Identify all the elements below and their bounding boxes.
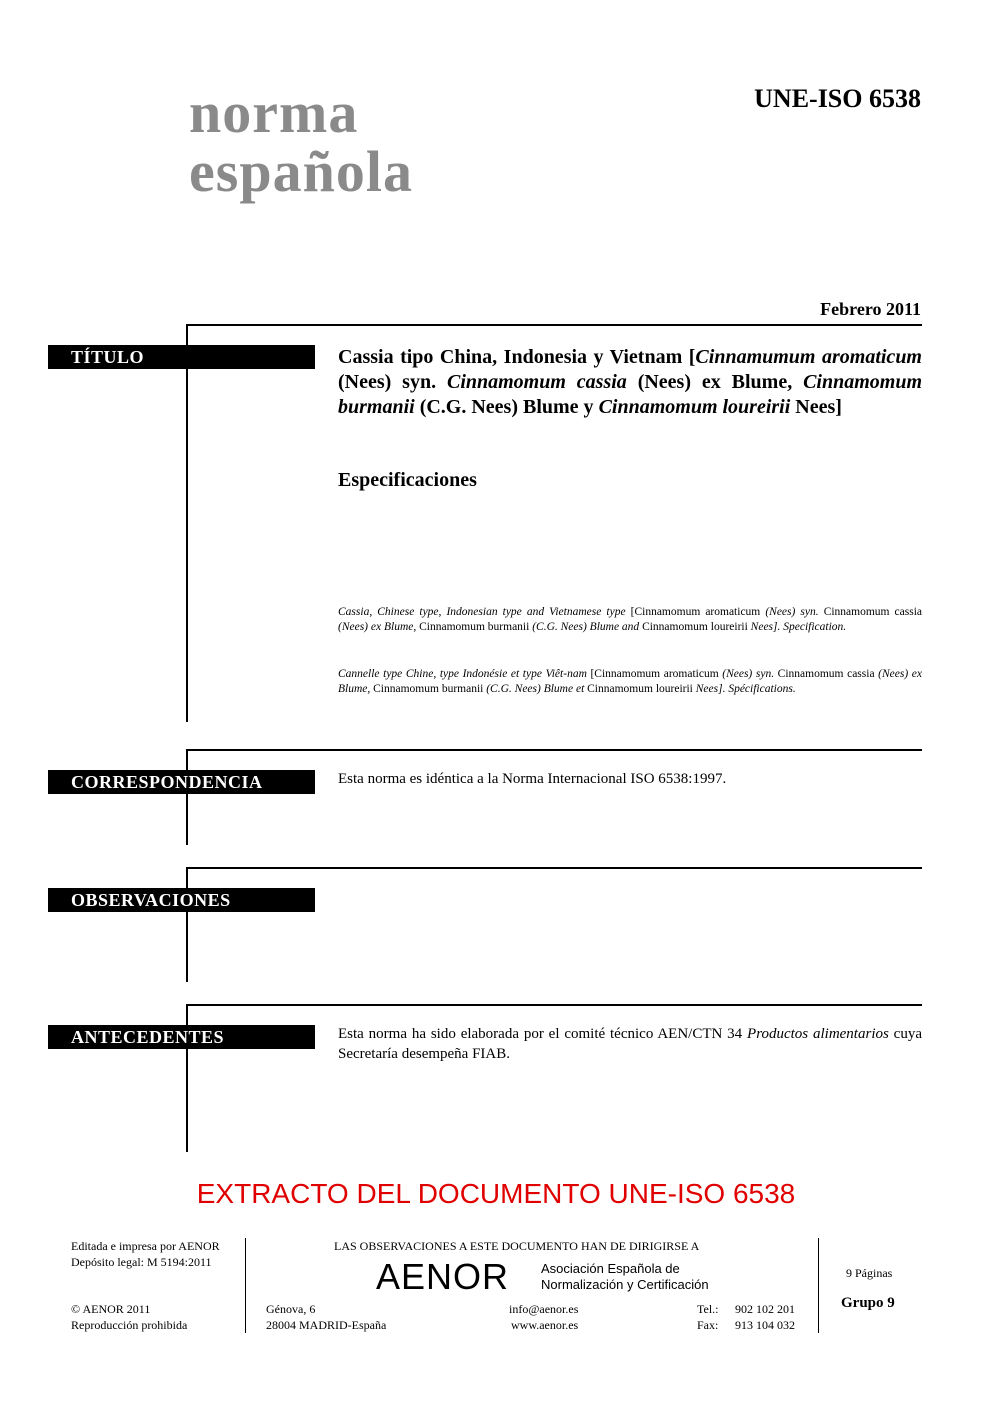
text-run: Cassia tipo China, Indonesia y Vietnam [ — [338, 346, 696, 368]
tel-label: Tel.: — [697, 1302, 719, 1316]
text-run: (Nees) ex Blume, — [338, 668, 922, 695]
observations-notice: LAS OBSERVACIONES A ESTE DOCUMENTO HAN DE DIRIGIRSE A — [334, 1239, 700, 1253]
antecedentes-text — [338, 1024, 922, 1064]
standard-code: UNE-ISO 6538 — [754, 84, 921, 113]
text-run: (C.G. Nees) Blume et — [486, 683, 585, 695]
text-run: [Cinnamomum aromaticum — [586, 668, 723, 680]
correspondencia-text: Esta norma es idéntica a la Norma Internacional ISO 6538:1997. — [338, 771, 727, 787]
text-run: Cassia, Chinese type, Indonesian type and Vietnamese type — [338, 606, 626, 618]
text-run: [Cinnamomum aromaticum — [625, 606, 766, 618]
text-run: Nees]. Specification. — [750, 621, 847, 633]
text-run: Cinnamomum cassia — [774, 668, 879, 680]
text-run: (Nees) syn. — [722, 668, 775, 680]
text-run: Cinnamomum loureirii — [598, 396, 791, 418]
section-label-observaciones: OBSERVACIONES — [48, 888, 315, 912]
section-rule — [188, 324, 922, 326]
legal-deposit: Depósito legal: M 5194:2011 — [71, 1255, 212, 1269]
text-run: Cinnamomum loureirii — [639, 621, 751, 633]
fax-label: Fax: — [697, 1318, 719, 1332]
text-run: (Nees) syn. — [765, 606, 819, 618]
section-label-correspondencia: CORRESPONDENCIA — [48, 770, 315, 794]
edited-by: Editada e impresa por AENOR — [71, 1239, 220, 1253]
section-label-antecedentes: ANTECEDENTES — [48, 1025, 315, 1049]
org-name-line-1: Asociación Española de — [541, 1261, 680, 1276]
fax-value: 913 104 032 — [735, 1318, 795, 1332]
text-run: Cinnamomum burmanii — [416, 621, 533, 633]
reproduction-notice: Reproducción prohibida — [71, 1318, 188, 1332]
english-title — [338, 605, 922, 635]
section-rule — [188, 749, 922, 751]
text-run: Productos alimentarios — [747, 1026, 889, 1042]
text-run: Cinnamomum burmanii — [370, 683, 487, 695]
section-label-titulo: TÍTULO — [48, 345, 315, 369]
spanish-title — [338, 345, 922, 420]
aenor-logo: AENOR — [376, 1256, 510, 1297]
publication-date: Febrero 2011 — [820, 299, 921, 319]
email: info@aenor.es — [509, 1302, 579, 1316]
text-run: (C.G. Nees) Blume and — [532, 621, 640, 633]
french-title — [338, 667, 922, 697]
tel-value: 902 102 201 — [735, 1302, 795, 1316]
text-run: (Nees) syn. — [338, 371, 447, 393]
footer-divider — [245, 1238, 246, 1333]
text-run: (C.G. Nees) Blume y — [414, 396, 599, 418]
section-vertical-rule — [186, 749, 188, 845]
brand-line-2: española — [189, 139, 413, 204]
price-group: Grupo 9 — [841, 1295, 895, 1311]
page-count: 9 Páginas — [846, 1266, 893, 1280]
org-name-line-2: Normalización y Certificación — [541, 1277, 709, 1292]
text-run: Nees] — [790, 396, 842, 418]
section-vertical-rule — [186, 867, 188, 982]
text-run: Esta norma ha sido elaborada por el comité técnico AEN/CTN 34 — [338, 1026, 748, 1042]
text-run: Cinnamumum aromaticum — [695, 346, 922, 368]
website: www.aenor.es — [511, 1318, 579, 1332]
footer-divider — [818, 1238, 819, 1333]
extract-notice: EXTRACTO DEL DOCUMENTO UNE-ISO 6538 — [196, 1178, 796, 1209]
spanish-subtitle: Especificaciones — [338, 469, 477, 491]
text-run: Cannelle type Chine, type Indonésie et type Viêt-nam — [338, 668, 587, 680]
section-rule — [188, 1004, 922, 1006]
brand-line-1: norma — [189, 80, 359, 145]
section-rule — [188, 867, 922, 869]
text-run: cuya Secretaría desempeña FIAB. — [338, 1026, 922, 1062]
section-vertical-rule — [186, 324, 188, 722]
text-run: Cinnamomum burmanii — [338, 371, 923, 418]
text-run: Nees]. Spécifications. — [695, 683, 796, 695]
text-run: (Nees) ex Blume, — [338, 621, 417, 633]
address-line-1: Génova, 6 — [266, 1302, 316, 1316]
text-run: (Nees) ex Blume, — [626, 371, 804, 393]
text-run: Cinnamomum cassia — [818, 606, 923, 618]
address-line-2: 28004 MADRID-España — [266, 1318, 387, 1332]
text-run: Cinnamomum cassia — [446, 371, 627, 393]
copyright: © AENOR 2011 — [71, 1302, 151, 1316]
text-run: Cinnamomum loureirii — [584, 683, 696, 695]
